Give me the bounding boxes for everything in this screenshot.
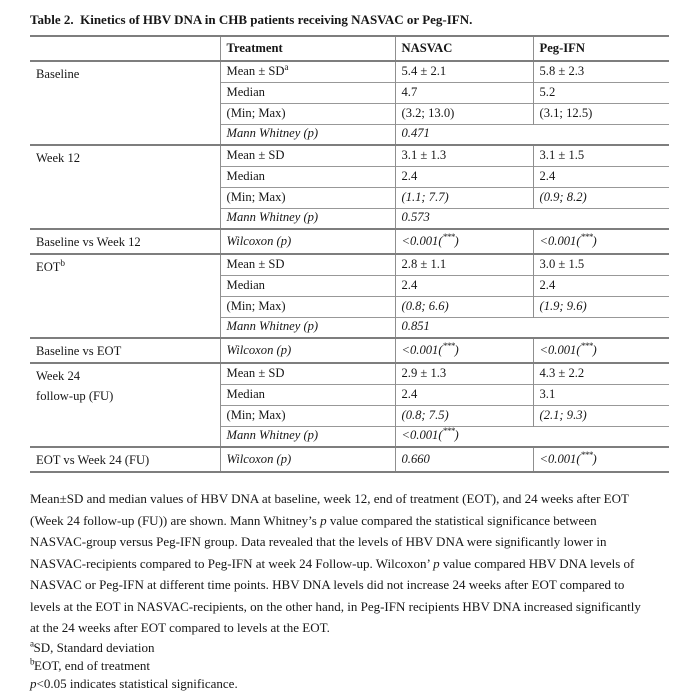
group-cell-eot: EOT$^b$ [36,257,65,274]
header-empty-cell [30,36,220,61]
stat-label-cell: Mean ± $SD^a$ [220,61,395,82]
footnote-significance: p<0.05 indicates statistical significance. [30,675,238,691]
pegifn-value-cell: 2.4 [533,275,669,296]
header-nasvac: NASVAC [395,36,533,61]
footnote-line: (Week 24 follow-up (FU)) are shown. Mann Whitney’s p value compared the statistical significance between [30,512,597,528]
nasvac-value-cell: (1.1; 7.7) [395,187,533,208]
stat-label-cell: (Min; Max) [220,103,395,124]
pegifn-value-cell: 5.8 ± 2.3 [533,61,669,82]
pegifn-value-cell: (1.9; 9.6) [533,296,669,317]
pegifn-value-cell: 4.3 ± 2.2 [533,363,669,384]
nasvac-value-cell: <0.001(***) [395,338,533,363]
group-cell-baseline-vs-eot: Baseline vs EOT [36,344,122,358]
stat-label-cell: Median [220,166,395,187]
table-row [30,338,669,363]
footnote-line: NASVAC or Peg-IFN at different time points. HBV DNA levels did not increase 24 weeks after EOT compared to [30,577,625,592]
nasvac-value-cell: 2.4 [395,166,533,187]
footnote-block [30,488,688,693]
pvalue-span-cell: 0.471 [395,124,669,145]
nasvac-value-cell: (3.2; 13.0) [395,103,533,124]
stat-label-cell: Mann Whitney (p) [220,208,395,229]
group-cell-eot-vs-week24: EOT vs Week 24 (FU) [36,453,150,467]
footnote-abbrev-eot: $^b$EOT, end of treatment [30,656,150,673]
stat-label-cell: Mean ± SD [220,254,395,275]
stat-label-cell: Wilcoxon (p) [220,229,395,254]
nasvac-value-cell: 0.660 [395,447,533,472]
table-row [30,254,669,275]
stat-label-cell: Mann Whitney (p) [220,317,395,338]
footnote-line: at the 24 weeks after EOT compared to levels at the EOT. [30,620,330,635]
group-cell-week24-fu: Week 24 follow-up (FU) [36,369,114,403]
nasvac-value-cell: 4.7 [395,82,533,103]
table-row [30,229,669,254]
stat-label-cell: Wilcoxon (p) [220,338,395,363]
nasvac-value-cell: <0.001(***) [395,229,533,254]
footnote-line: NASVAC-group versus Peg-IFN group. Data revealed that the levels of HBV DNA were significantly lower in [30,534,607,549]
group-cell-week12: Week 12 [36,151,81,165]
nasvac-value-cell: 2.4 [395,275,533,296]
pvalue-span-cell: 0.573 [395,208,669,229]
table-row [30,447,669,472]
table-row [30,61,669,82]
pegifn-value-cell: 2.4 [533,166,669,187]
nasvac-value-cell: (0.8; 6.6) [395,296,533,317]
footnote-abbrev-sd: $^a$SD, Standard deviation [30,638,155,655]
stat-label-cell: Median [220,384,395,405]
footnote-line: NASVAC-recipients compared to Peg-IFN at week 24 Follow-up. Wilcoxon’ p value compared HBV DNA levels of [30,555,635,571]
pegifn-value-cell: 3.1 ± 1.5 [533,145,669,166]
pvalue-span-cell: 0.851 [395,317,669,338]
table-row [30,363,669,384]
footnote-line: levels at the EOT in NASVAC-recipients, on the other hand, in Peg-IFN recipients HBV DNA increased significantly [30,598,641,614]
pegifn-value-cell: <0.001(***) [533,447,669,472]
header-treatment: Treatment [220,36,395,61]
pegifn-value-cell: <0.001(***) [533,229,669,254]
stat-label-cell: Median [220,82,395,103]
stat-label-cell: (Min; Max) [220,296,395,317]
stat-label-cell: (Min; Max) [220,187,395,208]
group-cell-baseline: Baseline [36,67,80,81]
nasvac-value-cell: 2.8 ± 1.1 [395,254,533,275]
pegifn-value-cell: (2.1; 9.3) [533,405,669,426]
nasvac-value-cell: 2.4 [395,384,533,405]
stat-label-cell: Wilcoxon (p) [220,447,395,472]
stat-label-cell: Mann Whitney (p) [220,124,395,145]
pegifn-value-cell: 3.0 ± 1.5 [533,254,669,275]
pvalue-span-cell: <0.001(***) [395,426,669,447]
pegifn-value-cell: (3.1; 12.5) [533,103,669,124]
table-caption: Table 2. Kinetics of HBV DNA in CHB patients receiving NASVAC or Peg-IFN. [30,12,473,27]
group-cell-baseline-vs-week12: Baseline vs Week 12 [36,235,141,249]
stat-label-cell: Median [220,275,395,296]
pegifn-value-cell: 3.1 [533,384,669,405]
pegifn-value-cell: (0.9; 8.2) [533,187,669,208]
stat-label-cell: Mann Whitney (p) [220,426,395,447]
stat-label-cell: Mean ± SD [220,145,395,166]
pegifn-value-cell: 5.2 [533,82,669,103]
nasvac-value-cell: (0.8; 7.5) [395,405,533,426]
pegifn-value-cell: <0.001(***) [533,338,669,363]
nasvac-value-cell: 2.9 ± 1.3 [395,363,533,384]
nasvac-value-cell: 5.4 ± 2.1 [395,61,533,82]
header-pegifn: Peg-IFN [533,36,669,61]
header-row [30,36,669,61]
stat-label-cell: (Min; Max) [220,405,395,426]
hbv-dna-kinetics-table [30,35,669,473]
stat-label-cell: Mean ± SD [220,363,395,384]
footnote-line: Mean±SD and median values of HBV DNA at baseline, week 12, end of treatment (EOT), and 24 weeks after EOT [30,491,629,506]
nasvac-value-cell: 3.1 ± 1.3 [395,145,533,166]
table-row [30,145,669,166]
